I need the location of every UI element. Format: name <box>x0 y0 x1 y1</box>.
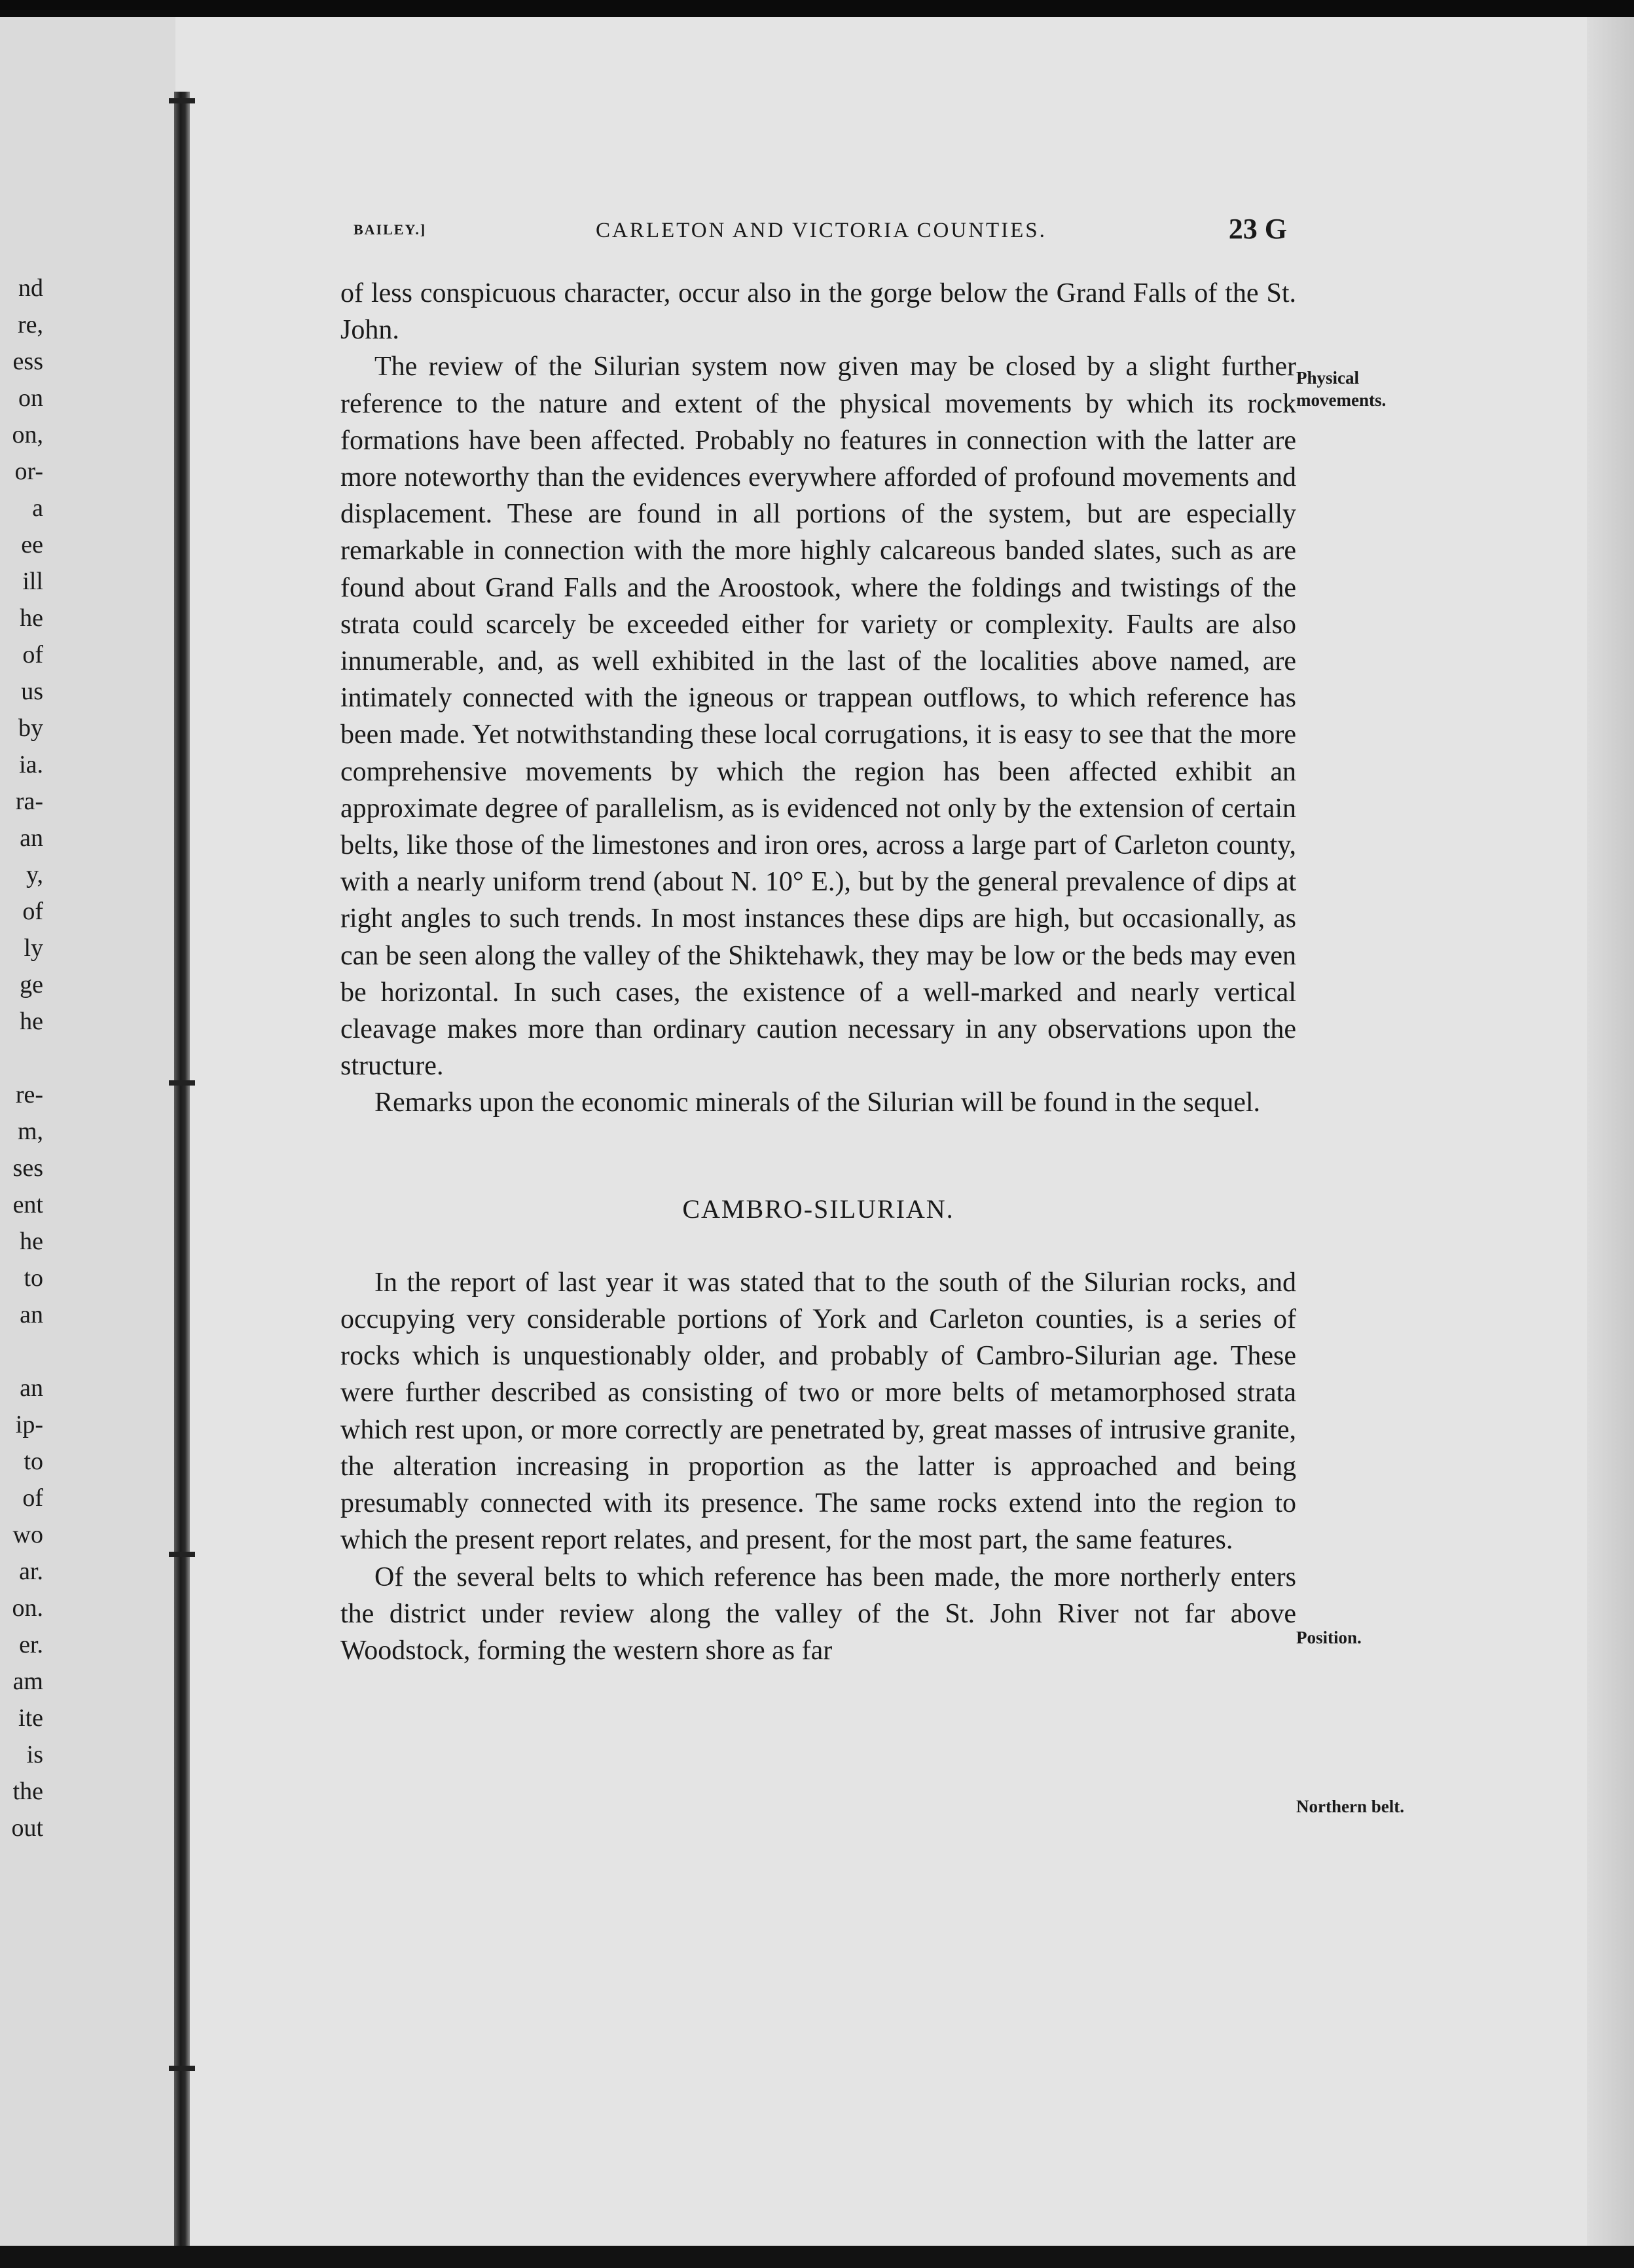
fragment-line: an <box>20 824 43 852</box>
fragment-line: wo <box>12 1521 43 1548</box>
fragment-line: by <box>18 714 43 742</box>
fragment-line: ly <box>24 934 43 962</box>
fragment-line: an <box>20 1374 43 1402</box>
fragment-line: ses <box>12 1154 43 1182</box>
fragment-line: re- <box>15 1081 43 1108</box>
fragment-line: ill <box>22 568 43 595</box>
fragment-line: of <box>22 641 43 668</box>
gutter-mark <box>169 98 195 103</box>
facing-page-text-fragments <box>0 270 43 1846</box>
fragment-line <box>0 1040 43 1076</box>
running-header <box>354 213 1296 255</box>
gutter-mark <box>169 1552 195 1557</box>
fragment-line: an <box>20 1301 43 1328</box>
scan-top-border <box>0 0 1634 17</box>
fragment-line: on, <box>12 421 43 448</box>
book-gutter <box>174 92 190 2246</box>
fragment-line: on <box>18 384 43 412</box>
fragment-line: m, <box>17 1118 43 1145</box>
header-title: CARLETON AND VICTORIA COUNTIES. <box>596 219 1047 242</box>
fragment-line: of <box>22 1484 43 1512</box>
margin-note-physical-movements <box>1296 367 1427 411</box>
margin-note-line: movements. <box>1296 390 1387 410</box>
fragment-line: ge <box>20 971 43 998</box>
scan-right-edge <box>1587 17 1634 2246</box>
fragment-line: ip- <box>15 1411 43 1438</box>
fragment-line: am <box>12 1668 43 1695</box>
fragment-line: ia. <box>19 751 43 778</box>
paragraph: The review of the Silurian system now given may be closed by a slight further reference to the nature and extent of the physical movements by which its rock formations have been affected. Probably no features in connection with the latter are more noteworthy than the evidences everywhere afforded of profound movements and displacement. These are found in all portions of the system, but are especially remarkable in connection with the more highly calcareous banded slates, such as are found about Grand Falls and the Aroostook, where the foldings and twistings of the strata could scarcely be exceeded either for variety or complexity. Faults are also innumerable, and, as well exhibited in the last of the localities above named, are intimately connected with the igneous or trappean outflows, to which reference has been made. Yet notwithstanding these local corrugations, it is easy to see that the more comprehensive movements by which the region has been affected exhibit an approximate degree of parallelism, as is evidenced not only by the extension of certain belts, like those of the limestones and iron ores, across a large part of Carleton county, with a nearly uniform trend (about N. 10° E.), but by the general prevalence of dips at right angles to such trends. In most instances these dips are high, but occasionally, as can be seen along the valley of the Shiktehawk, they may be low or the beds may even be horizontal. In such cases, the existence of a well-marked and nearly vertical cleavage makes more than ordinary caution necessary in any observations upon the structure. <box>340 352 1296 1082</box>
header-author: BAILEY.] <box>354 221 427 238</box>
fragment-line: out <box>11 1814 43 1842</box>
fragment-line <box>0 1333 43 1370</box>
fragment-line: us <box>21 678 43 705</box>
fragment-line: y, <box>26 861 43 888</box>
fragment-line: on. <box>12 1594 43 1622</box>
margin-note-position: Position. <box>1296 1628 1362 1647</box>
fragment-line: the <box>12 1778 43 1805</box>
fragment-line: of <box>22 898 43 925</box>
paragraph: In the report of last year it was stated that to the south of the Silurian rocks, and occupying very considerable portions of York and Carleton counties, is a series of rocks which is unquestionably older, and probably of Cambro-Silurian age. These were further described as consisting of two or more belts of metamorphosed strata which rest upon, or more correctly are penetrated by, great masses of intrusive granite, the alteration increasing in proportion as the latter is approached and being presumably connected with its presence. The same rocks extend into the region to which the present report relates, and present, for the most part, the same features. <box>340 1267 1296 1556</box>
paragraph: Of the several belts to which reference has been made, the more northerly enters the district under review along the valley of the St. John River not far above Woodstock, forming the western shore as far <box>340 1562 1296 1666</box>
fragment-line: ent <box>12 1191 43 1218</box>
fragment-line: to <box>24 1264 43 1292</box>
fragment-line: ra- <box>15 788 43 815</box>
section-heading: CAMBRO-SILURIAN. <box>682 1194 954 1224</box>
page-number: 23 G <box>1228 213 1287 245</box>
scan-bottom-border <box>0 2246 1634 2268</box>
fragment-line: ite <box>18 1704 43 1732</box>
fragment-line: ee <box>21 531 43 558</box>
fragment-line: a <box>32 494 43 522</box>
body-text <box>340 275 1296 1669</box>
fragment-line: ess <box>12 348 43 375</box>
gutter-mark <box>169 2066 195 2071</box>
fragment-line: is <box>26 1741 43 1768</box>
fragment-line: he <box>20 1228 43 1255</box>
fragment-line: ar. <box>19 1558 43 1585</box>
fragment-line: or- <box>14 458 43 485</box>
paragraph: of less conspicuous character, occur also in the gorge below the Grand Falls of the St. John. <box>340 278 1296 346</box>
fragment-line: he <box>20 1008 43 1035</box>
margin-note-northern-belt: Northern belt. <box>1296 1797 1404 1816</box>
fragment-line: er. <box>19 1631 43 1658</box>
margin-note-line: Physical <box>1296 368 1360 388</box>
fragment-line: to <box>24 1448 43 1475</box>
paragraph: Remarks upon the economic minerals of the Silurian will be found in the sequel. <box>374 1088 1261 1118</box>
fragment-line: he <box>20 604 43 632</box>
gutter-mark <box>169 1080 195 1086</box>
fragment-line: re, <box>17 311 43 338</box>
fragment-line: nd <box>18 274 43 302</box>
